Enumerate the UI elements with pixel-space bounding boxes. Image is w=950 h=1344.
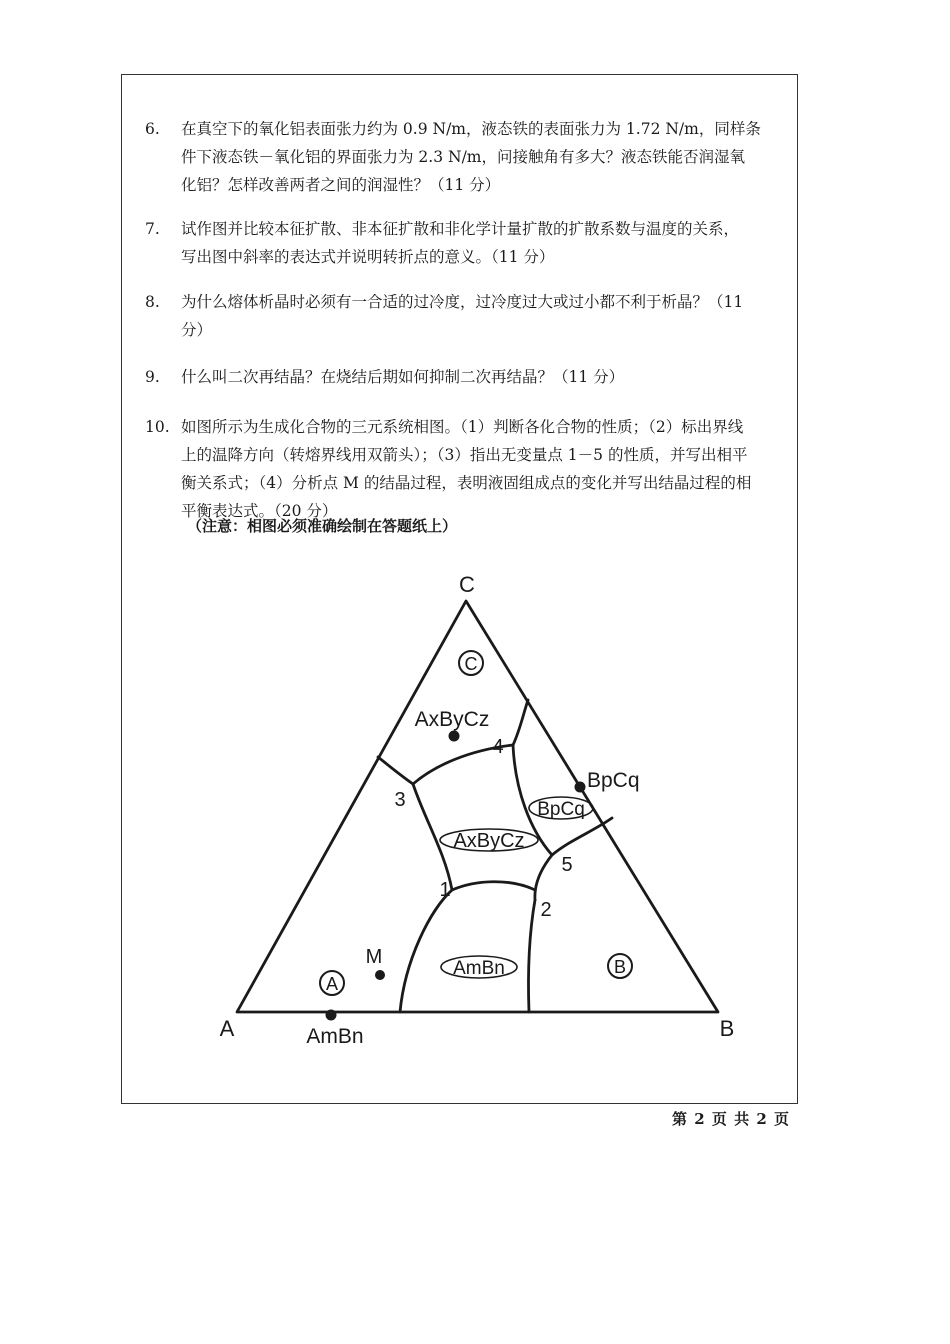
compound-label-axbycz: AxByCz: [414, 708, 490, 731]
question-text-line: 什么叫二次再结晶？在烧结后期如何抑制二次再结晶？（11 分）: [181, 368, 625, 386]
compound-label-ambn: AmBn: [306, 1025, 364, 1048]
vertex-label-a: A: [219, 1016, 235, 1041]
question-number: 9.: [145, 368, 160, 386]
question-text-line: 在真空下的氧化铝表面张力约为 0.9 N/m，液态铁的表面张力为 1.72 N/m，同样条: [181, 120, 761, 138]
boundary-5-BpCq: [552, 818, 612, 855]
question-text-line: 如图所示为生成化合物的三元系统相图。（1）判断各化合物的性质；（2）标出界线: [181, 418, 744, 436]
note: （注意：相图必须准确绘制在答题纸上）: [187, 517, 458, 535]
invariant-point-1: 1: [439, 879, 451, 901]
point-m-label: M: [365, 946, 383, 968]
invariant-point-5: 5: [561, 854, 573, 876]
field-a-label: A: [325, 974, 339, 994]
boundary-5-2: [535, 855, 552, 900]
question-text-line: 为什么熔体析晶时必须有一合适的过冷度，过冷度过大或过小都不利于析晶？（11: [181, 293, 744, 311]
boundary-2-B: [529, 900, 535, 1012]
triangle-outline: [237, 601, 718, 1012]
boundary-3-1: [413, 784, 452, 890]
question-text-line: 平衡表达式。（20 分）: [181, 502, 338, 520]
question-text-line: 试作图并比较本征扩散、非本征扩散和非化学计量扩散的扩散系数与温度的关系，: [181, 220, 740, 238]
compound-point-ambn: [326, 1010, 337, 1021]
invariant-point-2: 2: [540, 899, 552, 921]
field-b-label: B: [613, 957, 627, 977]
question-text-line: 化铝？怎样改善两者之间的润湿性？（11 分）: [181, 176, 501, 194]
boundary-1-2: [452, 882, 535, 890]
question-text-line: 件下液态铁－氧化铝的界面张力为 2.3 N/m，问接触角有多大？液态铁能否润湿氧: [181, 148, 745, 166]
compound-point-bpcq: [575, 782, 586, 793]
invariant-point-4: 4: [492, 736, 504, 758]
compound-label-bpcq: BpCq: [587, 769, 640, 792]
point-m-dot: [375, 970, 385, 980]
vertex-label-b: B: [719, 1016, 735, 1041]
vertex-label-c: C: [459, 572, 475, 597]
question-number: 6.: [145, 120, 160, 138]
field-axbycz-label: AxByCz: [453, 830, 525, 852]
question-text-line: 分）: [181, 321, 213, 339]
boundary-C-4: [513, 700, 528, 745]
field-ambn-label: AmBn: [453, 958, 505, 979]
question-text-line: 写出图中斜率的表达式并说明转折点的意义。（11 分）: [181, 248, 555, 266]
question-text-line: 衡关系式；（4）分析点 M 的结晶过程，表明液固组成点的变化并写出结晶过程的相: [181, 474, 752, 492]
compound-point-axbycz: [449, 731, 460, 742]
page-number: 第 2 页 共 2 页: [672, 1110, 790, 1128]
question-number: 7.: [145, 220, 160, 238]
invariant-point-3: 3: [394, 789, 406, 811]
question-number: 8.: [145, 293, 160, 311]
field-bpcq-label: BpCq: [537, 799, 585, 820]
question-number: 10.: [145, 418, 170, 436]
field-c-label: C: [464, 654, 478, 674]
boundary-3-left: [378, 757, 413, 784]
question-text-line: 上的温降方向（转熔界线用双箭头）；（3）指出无变量点 1－5 的性质，并写出相平: [181, 446, 748, 464]
boundary-1-AmBn: [400, 890, 452, 1012]
